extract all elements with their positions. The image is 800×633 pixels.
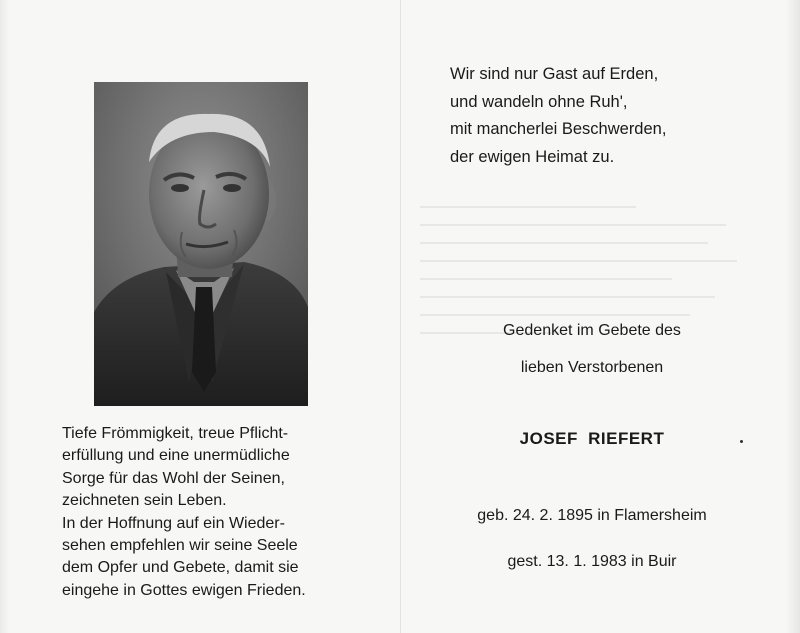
portrait-image <box>94 82 308 406</box>
tribute-line: erfüllung und eine unermüdliche <box>62 447 290 465</box>
card-edge-shadow-left <box>0 0 10 633</box>
tribute-line: dem Opfer und Gebete, damit sie <box>62 559 299 577</box>
poem <box>450 61 780 171</box>
poem-line: und wandeln ohne Ruh', <box>450 92 628 111</box>
tribute-line: eingehe in Gottes ewigen Frieden. <box>62 581 306 599</box>
poem-line: mit mancherlei Beschwerden, <box>450 120 667 138</box>
prayer-request-line-2: lieben Verstorbenen <box>520 359 664 376</box>
tribute-line: In der Hoffnung auf ein Wieder- <box>62 514 285 532</box>
death-date: gest. 13. 1. 1983 in Buir <box>507 553 677 570</box>
card-fold-line <box>400 0 401 633</box>
deceased-name: JOSEF RIEFERT <box>519 429 665 448</box>
portrait-photo <box>94 82 308 406</box>
tribute-line: Tiefe Frömmigkeit, treue Pflicht- <box>62 425 289 442</box>
prayer-request-line-1: Gedenket im Gebete des <box>503 322 681 339</box>
tribute-line: sehen empfehlen wir seine Seele <box>62 537 298 555</box>
tribute-line: Sorge für das Wohl der Seinen, <box>62 469 285 487</box>
bleed-through-text <box>420 190 780 610</box>
tribute-text <box>62 423 392 602</box>
tribute-line: zeichneten sein Leben. <box>62 492 227 510</box>
print-speck <box>740 440 743 443</box>
birth-date: geb. 24. 2. 1895 in Flamersheim <box>477 507 707 524</box>
card-edge-shadow-right <box>786 0 800 633</box>
poem-line: Wir sind nur Gast auf Erden, <box>450 65 659 83</box>
poem-line: der ewigen Heimat zu. <box>450 147 615 166</box>
